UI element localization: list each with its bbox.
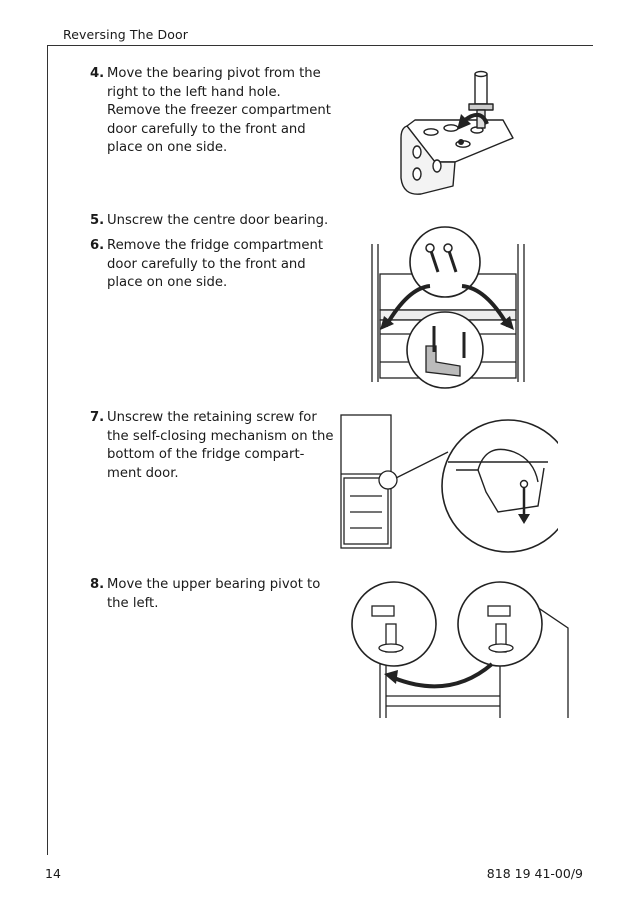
self-closing-mechanism-illustration [338, 412, 558, 560]
centre-door-bearing-illustration [368, 222, 530, 394]
step-4-text: Move the bearing pivot from the right to the left hand hole. Remove the freezer compartment door carefully to the front and place on one side. [107, 66, 331, 156]
step-5-number: 5. [90, 213, 105, 228]
step-7-number: 7. [90, 410, 105, 425]
step-4 [90, 65, 335, 158]
step-6 [90, 237, 335, 293]
step-7 [90, 409, 340, 483]
step-8-number: 8. [90, 577, 105, 592]
margin-rule [47, 45, 48, 855]
step-7-text: Unscrew the retaining screw for the self-closing mechanism on the bottom of the fridge compart- ment door. [107, 410, 334, 481]
step-8 [90, 576, 335, 613]
page-number: 14 [45, 866, 61, 881]
step-6-number: 6. [90, 238, 105, 253]
step-6-text: Remove the fridge compartment door carefully to the front and place on one side. [107, 238, 324, 291]
bearing-pivot-illustration [395, 68, 515, 203]
upper-bearing-pivot-illustration [350, 578, 575, 723]
step-5-text: Unscrew the centre door bearing. [107, 213, 329, 228]
step-8-text: Move the upper bearing pivot to the left. [107, 577, 321, 611]
document-code: 818 19 41-00/9 [486, 866, 583, 881]
page-header-title: Reversing The Door [63, 27, 188, 42]
header-rule [47, 45, 593, 46]
step-5 [90, 212, 340, 231]
step-4-number: 4. [90, 66, 105, 81]
